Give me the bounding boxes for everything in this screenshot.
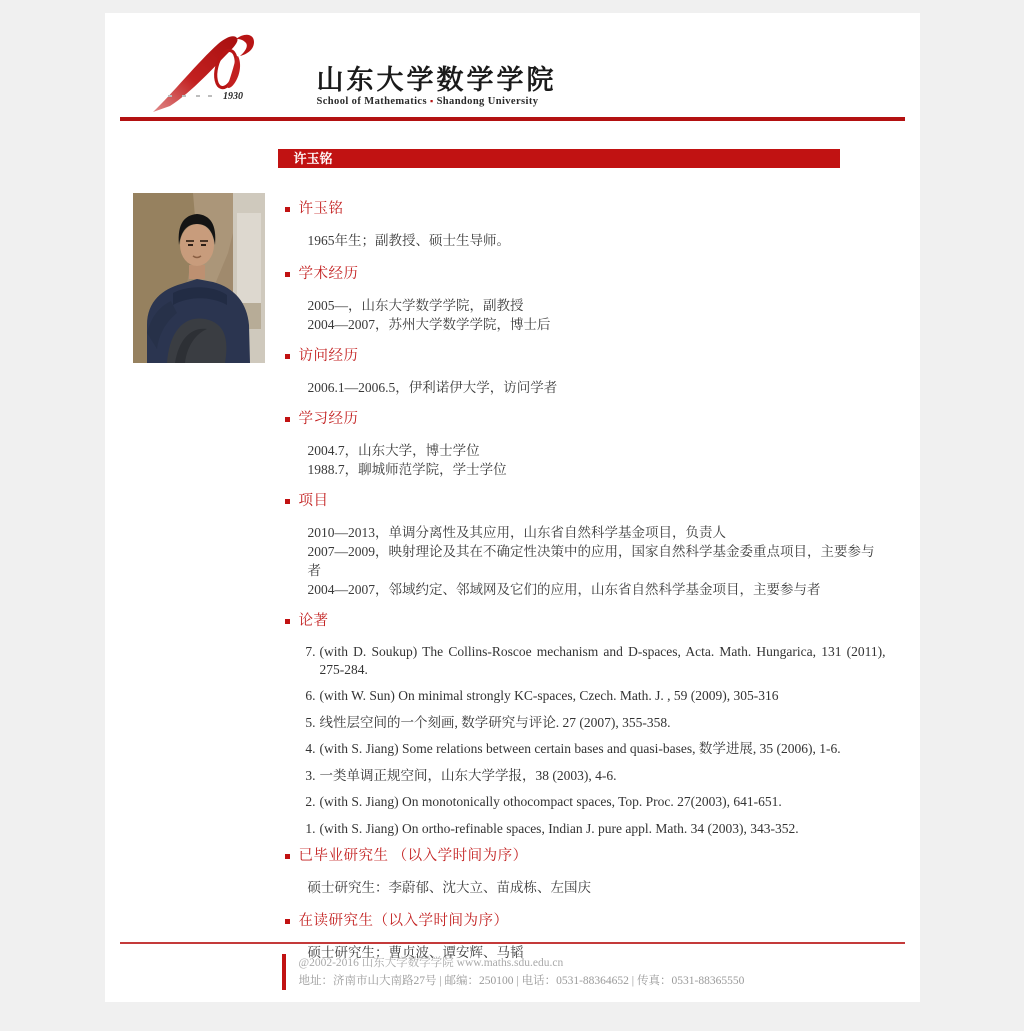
section-visiting-body [278,378,886,397]
publication-item [300,740,886,758]
footer-copyright: @2002-2016 山东大学数学学院 www.maths.sdu.edu.cn [298,957,564,969]
section-name-body [278,231,886,250]
section-education-body [278,441,886,479]
publication-text: 一类单调正规空间，山东大学学报，38 (2003), 4-6. [319,767,617,783]
section-visiting [278,347,886,365]
name-banner: 许玉铭 [278,149,840,168]
square-bullet-icon [285,272,290,277]
section-education [278,410,886,428]
publication-text: (with S. Jiang) On monotonically othocompact spaces, Top. Proc. 27(2003), 641-651. [319,794,782,809]
section-title: 访问经历 [298,348,359,364]
publication-item [300,820,886,838]
page-card [105,13,920,1002]
experience-line: 2004—2007，苏州大学数学学院，博士后 [307,317,551,332]
project-line: 2007—2009，映射理论及其在不确定性决策中的应用，国家自然科学基金委重点项目，主要参与者 [307,544,875,578]
footer-divider [120,942,905,944]
section-name [278,200,886,218]
section-projects [278,492,886,510]
publication-number: 5. [305,714,316,730]
students-line: 硕士研究生：曹贞波、谭安辉、马韬 [307,945,524,960]
publication-item [300,767,886,785]
experience-line: 2005—，山东大学数学学院，副教授 [307,298,524,313]
students-line: 硕士研究生：李蔚郁、沈大立、苗成栋、左国庆 [307,880,591,895]
logo-year-text: 1930 [222,91,243,102]
section-title: 在读研究生（以入学时间为序） [298,913,509,929]
publication-text: (with S. Jiang) Some relations between certain bases and quasi-bases, 数学进展, 35 (2006), 1-6. [319,741,841,756]
experience-line: 2006.1—2006.5，伊利诺伊大学，访问学者 [307,380,558,395]
publication-list [278,643,886,837]
section-title: 论著 [298,613,329,629]
publication-number: 6. [305,688,316,703]
site-footer [282,954,745,990]
profile-content [278,193,886,975]
square-bullet-icon [285,619,290,624]
header-divider [120,117,905,121]
section-title: 已毕业研究生 （以入学时间为序） [298,848,528,864]
education-line: 1988.7，聊城师范学院，学士学位 [307,462,507,477]
section-academic-body [278,296,886,334]
logo-swoosh-icon [150,32,275,114]
graduated-students-body [278,878,886,897]
square-bullet-icon [285,417,290,422]
publication-text: (with D. Soukup) The Collins-Roscoe mechanism and D-spaces, Acta. Math. Hungarica, 131 (2011), 275-284. [319,644,886,677]
publication-number: 2. [305,794,316,809]
section-title: 项目 [298,493,329,509]
square-bullet-icon [285,207,290,212]
section-academic [278,265,886,283]
project-line: 2004—2007，邻域约定、邻域网及它们的应用，山东省自然科学基金项目，主要参与者 [307,582,821,597]
brand-block[interactable] [317,65,557,107]
square-bullet-icon [285,499,290,504]
section-current-students [278,912,886,930]
publication-text: 线性层空间的一个刻画, 数学研究与评论. 27 (2007), 355-358. [319,714,671,730]
publication-number: 3. [305,767,316,783]
section-projects-body [278,523,886,599]
square-bullet-icon [285,854,290,859]
subtitle-left: School of Mathematics [316,96,427,107]
school-logo[interactable] [150,32,275,114]
publication-item [300,714,886,732]
square-bullet-icon [285,354,290,359]
profile-line: 1965年生；副教授、硕士生导师。 [307,233,510,248]
section-title: 学习经历 [298,411,359,427]
publication-number: 1. [305,820,316,836]
faculty-photo [133,193,265,363]
section-title: 许玉铭 [298,201,344,217]
school-subtitle [317,96,557,107]
footer-contact: 地址：济南市山大南路27号 | 邮编：250100 | 电话：0531-88364652 | 传真：0531-88365550 [298,975,745,987]
project-line: 2010—2013，单调分离性及其应用，山东省自然科学基金项目，负责人 [307,525,726,540]
school-title: 山东大学数学学院 [316,65,557,95]
publication-text: (with S. Jiang) On ortho-refinable spaces, Indian J. pure appl. Math. 34 (2003), 343-352. [319,820,799,836]
dot-separator-icon: ▪ [429,96,434,106]
education-line: 2004.7，山东大学，博士学位 [307,443,480,458]
section-graduated-students [278,847,886,865]
section-title: 学术经历 [298,266,359,282]
subtitle-right: Shandong University [436,96,539,107]
publication-item [300,643,886,678]
publication-number: 4. [305,741,316,756]
publication-text: (with W. Sun) On minimal strongly KC-spaces, Czech. Math. J. , 59 (2009), 305-316 [319,688,779,703]
publication-item [300,793,886,811]
publication-number: 7. [305,644,316,659]
square-bullet-icon [285,919,290,924]
publication-item [300,687,886,705]
section-publications [278,612,886,630]
